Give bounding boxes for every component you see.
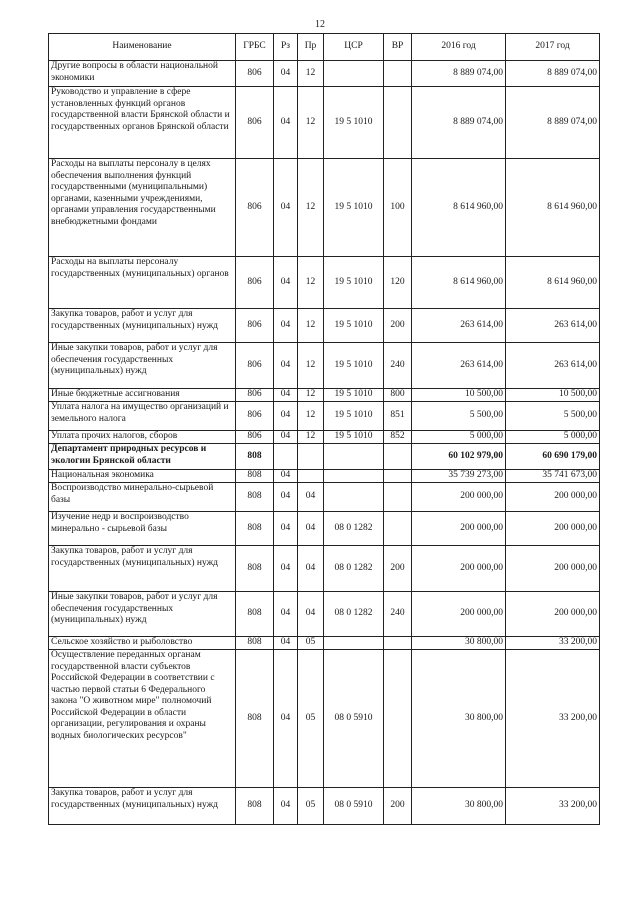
row-csr: 08 0 5910	[324, 788, 384, 825]
row-csr: 19 5 1010	[324, 257, 384, 309]
row-pr: 12	[298, 431, 324, 444]
row-vr: 100	[384, 159, 412, 257]
row-2017: 33 200,00	[506, 650, 600, 788]
row-vr: 200	[384, 546, 412, 592]
row-rz: 04	[274, 546, 298, 592]
row-rz: 04	[274, 512, 298, 546]
row-csr: 19 5 1010	[324, 309, 384, 343]
row-pr	[298, 444, 324, 470]
row-rz: 04	[274, 87, 298, 159]
row-2017: 200 000,00	[506, 592, 600, 637]
table-row	[49, 512, 600, 546]
row-rz: 04	[274, 402, 298, 431]
row-grbs: 808	[236, 592, 274, 637]
row-rz	[274, 444, 298, 470]
row-name: Расходы на выплаты персоналу государственных (муниципальных) органов	[49, 257, 236, 309]
row-grbs: 808	[236, 470, 274, 483]
row-csr	[324, 637, 384, 650]
row-2016: 5 500,00	[412, 402, 506, 431]
row-vr	[384, 650, 412, 788]
row-grbs: 806	[236, 257, 274, 309]
row-pr: 04	[298, 483, 324, 512]
row-2017: 10 500,00	[506, 389, 600, 402]
row-csr: 19 5 1010	[324, 343, 384, 389]
row-pr: 12	[298, 61, 324, 87]
row-csr	[324, 444, 384, 470]
row-name: Изучение недр и воспроизводство минерально - сырьевой базы	[49, 512, 236, 546]
table-row	[49, 470, 600, 483]
row-2016: 35 739 273,00	[412, 470, 506, 483]
row-name: Уплата прочих налогов, сборов	[49, 431, 236, 444]
row-grbs: 806	[236, 389, 274, 402]
row-vr	[384, 444, 412, 470]
table-row	[49, 650, 600, 788]
row-vr	[384, 637, 412, 650]
row-vr: 240	[384, 592, 412, 637]
row-name: Осуществление переданных органам государственной власти субъектов Российской Федерации в соответствии с частью первой статьи 6 Федерального закона "О животном мире" полномочий Российской Федерации в области организации, регулирования и охраны водных биологических ресурсов"	[49, 650, 236, 788]
row-grbs: 806	[236, 309, 274, 343]
row-2016: 8 889 074,00	[412, 61, 506, 87]
row-vr	[384, 470, 412, 483]
row-rz: 04	[274, 483, 298, 512]
row-vr: 800	[384, 389, 412, 402]
row-pr: 12	[298, 257, 324, 309]
row-grbs: 808	[236, 650, 274, 788]
row-csr: 08 0 1282	[324, 512, 384, 546]
row-grbs: 808	[236, 546, 274, 592]
row-csr: 19 5 1010	[324, 431, 384, 444]
row-grbs: 806	[236, 87, 274, 159]
row-grbs: 806	[236, 402, 274, 431]
row-2017: 33 200,00	[506, 788, 600, 825]
row-name: Закупка товаров, работ и услуг для государственных (муниципальных) нужд	[49, 546, 236, 592]
row-csr: 08 0 5910	[324, 650, 384, 788]
row-name: Сельское хозяйство и рыболовство	[49, 637, 236, 650]
row-2017: 200 000,00	[506, 512, 600, 546]
row-csr: 19 5 1010	[324, 159, 384, 257]
row-grbs: 808	[236, 637, 274, 650]
row-rz: 04	[274, 650, 298, 788]
row-name: Уплата налога на имущество организаций и земельного налога	[49, 402, 236, 431]
row-2016: 30 800,00	[412, 788, 506, 825]
header-grbs: ГРБС	[236, 34, 274, 61]
row-name: Закупка товаров, работ и услуг для государственных (муниципальных) нужд	[49, 309, 236, 343]
row-rz: 04	[274, 637, 298, 650]
row-2016: 8 614 960,00	[412, 159, 506, 257]
row-vr: 200	[384, 309, 412, 343]
row-name: Расходы на выплаты персоналу в целях обеспечения выполнения функций государственными (муниципальными) органами, казенными учреждениями, органами управления государственными внебюджетными фондами	[49, 159, 236, 257]
table-row	[49, 788, 600, 825]
row-pr: 12	[298, 87, 324, 159]
row-rz: 04	[274, 343, 298, 389]
row-2016: 200 000,00	[412, 512, 506, 546]
row-2017: 8 614 960,00	[506, 159, 600, 257]
budget-table	[48, 33, 600, 825]
header-rz: Рз	[274, 34, 298, 61]
row-pr: 05	[298, 637, 324, 650]
row-grbs: 808	[236, 483, 274, 512]
row-2017: 8 614 960,00	[506, 257, 600, 309]
header-csr: ЦСР	[324, 34, 384, 61]
row-2017: 8 889 074,00	[506, 87, 600, 159]
row-2016: 60 102 979,00	[412, 444, 506, 470]
row-grbs: 806	[236, 61, 274, 87]
row-2017: 263 614,00	[506, 343, 600, 389]
row-2017: 263 614,00	[506, 309, 600, 343]
row-pr: 05	[298, 788, 324, 825]
row-rz: 04	[274, 592, 298, 637]
row-2017: 8 889 074,00	[506, 61, 600, 87]
row-rz: 04	[274, 61, 298, 87]
row-vr: 120	[384, 257, 412, 309]
row-rz: 04	[274, 309, 298, 343]
row-vr: 200	[384, 788, 412, 825]
table-row	[49, 546, 600, 592]
row-2016: 30 800,00	[412, 637, 506, 650]
row-pr: 12	[298, 159, 324, 257]
row-2016: 263 614,00	[412, 343, 506, 389]
row-vr: 852	[384, 431, 412, 444]
table-row	[49, 431, 600, 444]
row-2016: 8 889 074,00	[412, 87, 506, 159]
row-csr: 19 5 1010	[324, 389, 384, 402]
row-name: Национальная экономика	[49, 470, 236, 483]
header-2017: 2017 год	[506, 34, 600, 61]
table-row	[49, 402, 600, 431]
row-rz: 04	[274, 257, 298, 309]
row-vr	[384, 61, 412, 87]
row-pr: 04	[298, 546, 324, 592]
page-number: 12	[315, 19, 325, 30]
row-pr: 12	[298, 389, 324, 402]
table-row	[49, 87, 600, 159]
row-2017: 200 000,00	[506, 483, 600, 512]
row-rz: 04	[274, 431, 298, 444]
row-csr	[324, 483, 384, 512]
row-name: Иные бюджетные ассигнования	[49, 389, 236, 402]
row-name: Иные закупки товаров, работ и услуг для обеспечения государственных (муниципальных) нужд	[49, 592, 236, 637]
table-row	[49, 637, 600, 650]
table-row	[49, 159, 600, 257]
row-2017: 33 200,00	[506, 637, 600, 650]
row-vr: 240	[384, 343, 412, 389]
table-row	[49, 592, 600, 637]
row-name: Другие вопросы в области национальной экономики	[49, 61, 236, 87]
row-pr: 12	[298, 309, 324, 343]
row-2017: 5 000,00	[506, 431, 600, 444]
header-vr: ВР	[384, 34, 412, 61]
row-grbs: 806	[236, 159, 274, 257]
row-name: Воспроизводство минерально-сырьевой базы	[49, 483, 236, 512]
row-pr: 04	[298, 592, 324, 637]
table-row	[49, 61, 600, 87]
row-2017: 5 500,00	[506, 402, 600, 431]
row-pr: 04	[298, 512, 324, 546]
table-row	[49, 483, 600, 512]
row-csr: 19 5 1010	[324, 87, 384, 159]
row-rz: 04	[274, 159, 298, 257]
row-rz: 04	[274, 470, 298, 483]
row-rz: 04	[274, 389, 298, 402]
row-2016: 263 614,00	[412, 309, 506, 343]
header-2016: 2016 год	[412, 34, 506, 61]
row-name: Руководство и управление в сфере установленных функций органов государственной власти Брянской области и государственных органов Брянской области	[49, 87, 236, 159]
row-2017: 35 741 673,00	[506, 470, 600, 483]
row-2017: 200 000,00	[506, 546, 600, 592]
row-csr: 19 5 1010	[324, 402, 384, 431]
row-2016: 5 000,00	[412, 431, 506, 444]
table-row	[49, 389, 600, 402]
row-2016: 8 614 960,00	[412, 257, 506, 309]
row-grbs: 806	[236, 343, 274, 389]
row-grbs: 808	[236, 512, 274, 546]
row-pr: 12	[298, 402, 324, 431]
header-pr: Пр	[298, 34, 324, 61]
row-grbs: 806	[236, 431, 274, 444]
row-csr: 08 0 1282	[324, 546, 384, 592]
header-name: Наименование	[49, 34, 236, 61]
row-2016: 10 500,00	[412, 389, 506, 402]
row-name: Департамент природных ресурсов и экологии Брянской области	[49, 444, 236, 470]
row-csr: 08 0 1282	[324, 592, 384, 637]
table-row	[49, 309, 600, 343]
row-csr	[324, 61, 384, 87]
row-vr	[384, 87, 412, 159]
row-vr: 851	[384, 402, 412, 431]
row-name: Закупка товаров, работ и услуг для государственных (муниципальных) нужд	[49, 788, 236, 825]
row-rz: 04	[274, 788, 298, 825]
row-pr: 12	[298, 343, 324, 389]
row-name: Иные закупки товаров, работ и услуг для обеспечения государственных (муниципальных) нужд	[49, 343, 236, 389]
table-row	[49, 343, 600, 389]
row-grbs: 808	[236, 788, 274, 825]
table-row	[49, 257, 600, 309]
row-vr	[384, 512, 412, 546]
table-header-row	[49, 34, 600, 61]
row-2016: 200 000,00	[412, 592, 506, 637]
row-vr	[384, 483, 412, 512]
row-grbs: 808	[236, 444, 274, 470]
row-2016: 200 000,00	[412, 546, 506, 592]
row-2016: 30 800,00	[412, 650, 506, 788]
row-pr: 05	[298, 650, 324, 788]
row-2016: 200 000,00	[412, 483, 506, 512]
row-2017: 60 690 179,00	[506, 444, 600, 470]
row-csr	[324, 470, 384, 483]
table-row	[49, 444, 600, 470]
row-pr	[298, 470, 324, 483]
